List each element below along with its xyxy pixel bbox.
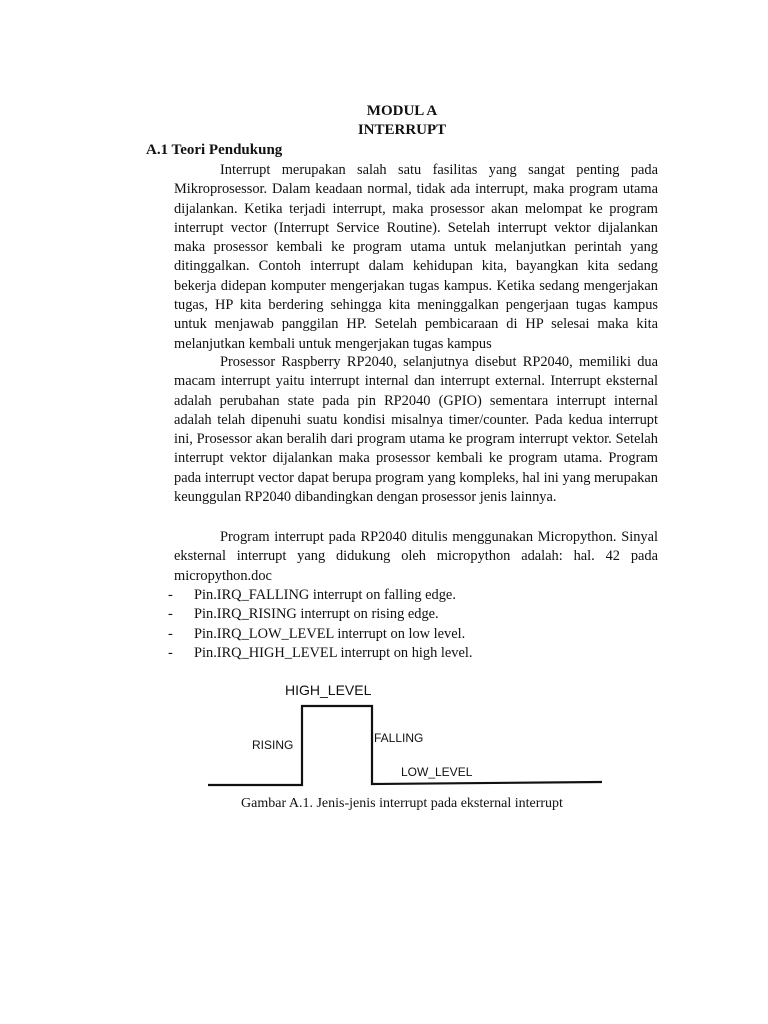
- module-subtitle: INTERRUPT: [357, 122, 447, 138]
- list-item: [168, 644, 668, 663]
- paragraph-rp2040-interrupts: Prosessor Raspberry RP2040, selanjutnya disebut RP2040, memiliki dua macam interrupt yaitu interrupt internal dan interrupt external. Interrupt eksternal adalah perubahan state pada pin RP2040 (GPIO) sementara interrupt internal adalah telah dipenuhi suatu kondisi misalnya timer/counter. Pada kedua interrupt ini, Prosessor akan beralih dari program utama ke program interrupt vektor. Setelah interrupt vektor dijalankan maka prosessor kembali ke program utama. Program pada interrupt vector dapat berupa program yang kompleks, hal ini yang merupakan keunggulan RP2040 dibandingkan dengan prosessor jenis lainnya.: [174, 354, 658, 506]
- list-item: [168, 586, 668, 605]
- label-high-level: HIGH_LEVEL: [285, 682, 372, 698]
- interrupt-type-list: [168, 586, 668, 663]
- section-heading: A.1 Teori Pendukung: [146, 142, 283, 158]
- bullet-dash: -: [168, 606, 173, 623]
- figure-caption: Gambar A.1. Jenis-jenis interrupt pada eksternal interrupt: [241, 796, 563, 811]
- paragraph-interrupt-definition: Interrupt merupakan salah satu fasilitas yang sangat penting pada Mikroprosessor. Dalam keadaan normal, tidak ada interrupt, maka program utama dijalankan. Ketika terjadi interrupt, maka prosessor akan melompat ke program interrupt vector (Interrupt Service Routine). Setelah interrupt vektor dijalankan maka prosessor kembali ke program utama untuk melanjutkan perintah yang ditinggalkan. Contoh interrupt dalam kehidupan kita, bayangkan kita sedang bekerja didepan komputer mengerjakan tugas kampus. Ketika sedang mengerjakan tugas, HP kita berdering sehingga kita meninggalkan pengerjaan tugas kampus untuk menjawab panggilan HP. Setelah pembicaraan di HP selesai maka kita melanjutkan kembali untuk mengerjakan tugas kampus: [174, 162, 658, 352]
- interrupt-waveform-figure: [200, 676, 610, 796]
- list-item-text: Pin.IRQ_FALLING interrupt on falling edge.: [194, 587, 456, 603]
- list-item-text: Pin.IRQ_LOW_LEVEL interrupt on low level.: [194, 625, 466, 642]
- bullet-dash: -: [168, 587, 173, 603]
- paragraph-micropython: Program interrupt pada RP2040 ditulis menggunakan Micropython. Sinyal eksternal interrupt yang didukung oleh micropython adalah: hal. 42 pada micropython.doc: [174, 529, 658, 584]
- bullet-dash: -: [168, 644, 173, 661]
- label-rising: RISING: [252, 738, 294, 752]
- bullet-dash: -: [168, 625, 173, 642]
- list-item: [168, 605, 668, 624]
- label-falling: FALLING: [374, 731, 424, 745]
- label-low-level: LOW_LEVEL: [401, 765, 473, 779]
- list-item: [168, 625, 668, 644]
- list-item-text: Pin.IRQ_RISING interrupt on rising edge.: [194, 606, 439, 623]
- module-title: MODUL A: [366, 103, 438, 119]
- list-item-text: Pin.IRQ_HIGH_LEVEL interrupt on high level.: [194, 644, 473, 661]
